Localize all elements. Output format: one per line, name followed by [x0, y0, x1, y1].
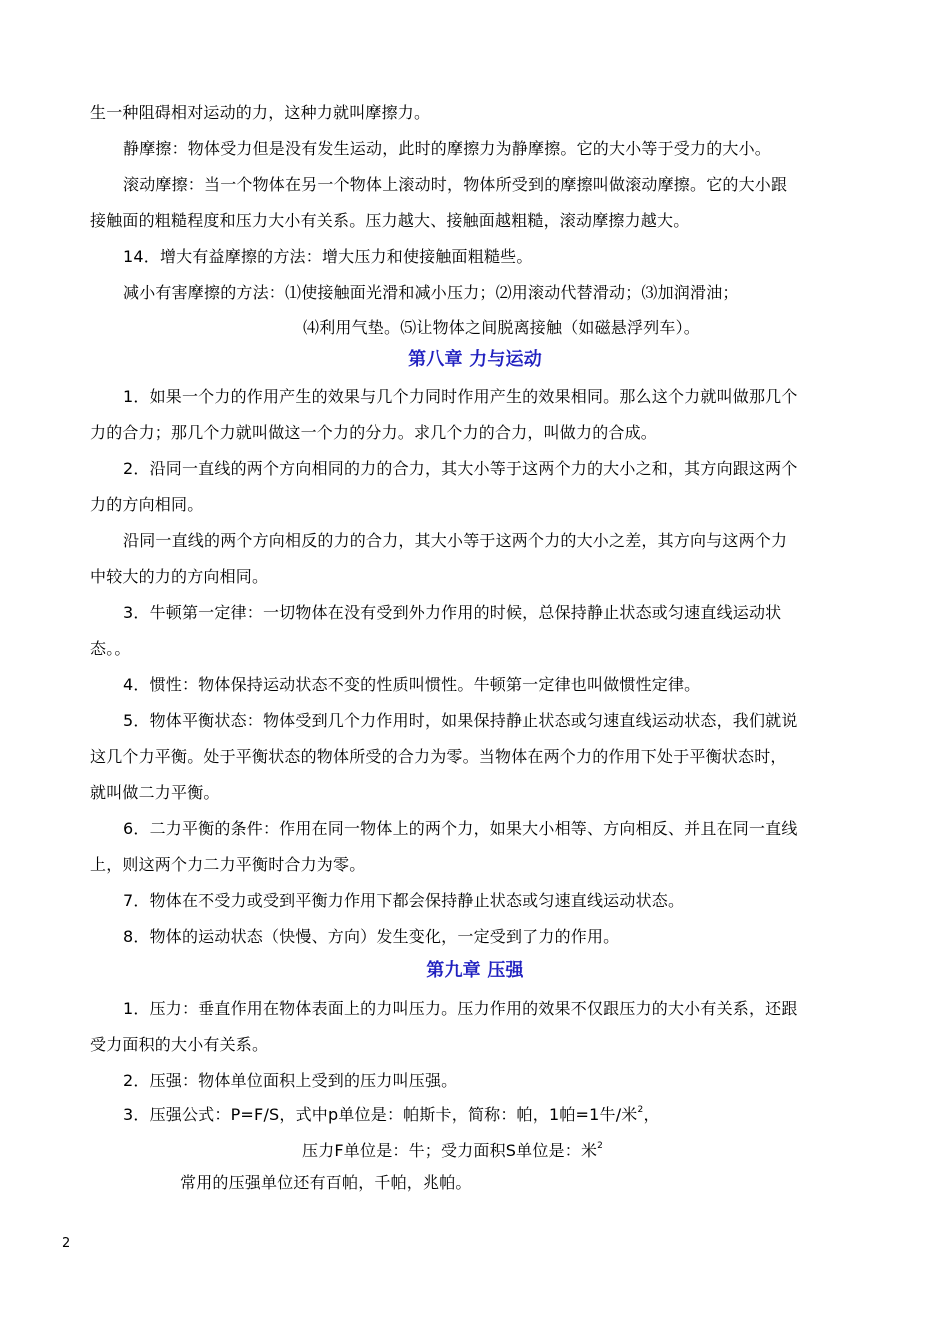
text-line: 1．如果一个力的作用产生的效果与几个力同时作用产生的效果相同。那么这个力就叫做那几个: [123, 387, 798, 406]
unit-text: 压力F单位是：牛；受力面积S单位是：米: [302, 1141, 598, 1160]
pressure-formula-line: [90, 1104, 898, 1126]
text-line: 2．压强：物体单位面积上受到的压力叫压强。: [123, 1071, 458, 1090]
superscript: 2: [637, 1105, 644, 1115]
text-line: 7．物体在不受力或受到平衡力作用下都会保持静止状态或匀速直线运动状态。: [123, 891, 685, 910]
chapter-9-heading: 第九章 压强: [426, 960, 524, 981]
text-line: 力的合力；那几个力就叫做这一个力的分力。求几个力的合力，叫做力的合成。: [90, 423, 658, 442]
text-line: 就叫做二力平衡。: [90, 783, 220, 802]
pressure-unit-line: [302, 1140, 862, 1162]
text-line: 接触面的粗糙程度和压力大小有关系。压力越大、接触面越粗糙，滚动摩擦力越大。: [90, 211, 690, 230]
text-line: 生一种阻碍相对运动的力，这种力就叫摩擦力。: [90, 103, 431, 122]
text-line: ⑷利用气垫。⑸让物体之间脱离接触（如磁悬浮列车）。: [303, 318, 701, 337]
text-line: 减小有害摩擦的方法：⑴使接触面光滑和减小压力；⑵用滚动代替滑动；⑶加润滑油；: [123, 283, 739, 302]
text-line: 上，则这两个力二力平衡时合力为零。: [90, 855, 366, 874]
text-line: 这几个力平衡。处于平衡状态的物体所受的合力为零。当物体在两个力的作用下处于平衡状态时，: [90, 747, 787, 766]
text-line: 8．物体的运动状态（快慢、方向）发生变化，一定受到了力的作用。: [123, 927, 620, 946]
text-line: 1．压力：垂直作用在物体表面上的力叫压力。压力作用的效果不仅跟压力的大小有关系，还跟: [123, 999, 798, 1018]
text-line: 静摩擦：物体受力但是没有发生运动，此时的摩擦力为静摩擦。它的大小等于受力的大小。: [123, 139, 772, 158]
chapter-8-heading: 第八章 力与运动: [408, 349, 542, 370]
formula-text: 3．压强公式：P=F/S，式中p单位是：帕斯卡，简称：帕，1帕=1牛/米: [123, 1105, 638, 1124]
text-line: 沿同一直线的两个方向相反的力的合力，其大小等于这两个力的大小之差，其方向与这两个力: [123, 531, 788, 550]
text-line: 5．物体平衡状态：物体受到几个力作用时，如果保持静止状态或匀速直线运动状态，我们就说: [123, 711, 798, 730]
text-line: 受力面积的大小有关系。: [90, 1035, 269, 1054]
text-line: 6．二力平衡的条件：作用在同一物体上的两个力，如果大小相等、方向相反、并且在同一直线: [123, 819, 798, 838]
text-line: 3．牛顿第一定律：一切物体在没有受到外力作用的时候，总保持静止状态或匀速直线运动状: [123, 603, 782, 622]
text-line: 滚动摩擦：当一个物体在另一个物体上滚动时，物体所受到的摩擦叫做滚动摩擦。它的大小跟: [123, 175, 788, 194]
common-units-line: 常用的压强单位还有百帕，千帕，兆帕。: [180, 1173, 472, 1192]
text-line: 中较大的力的方向相同。: [90, 567, 269, 586]
text-line: 态。。: [90, 639, 131, 658]
text-line: 14．增大有益摩擦的方法：增大压力和使接触面粗糙些。: [123, 247, 533, 266]
page-number: 2: [62, 1236, 71, 1251]
text-line: 力的方向相同。: [90, 495, 204, 514]
text-line: 2．沿同一直线的两个方向相同的力的合力，其大小等于这两个力的大小之和，其方向跟这两个: [123, 459, 798, 478]
formula-text-end: ，: [643, 1105, 660, 1124]
superscript: 2: [597, 1141, 604, 1151]
text-line: 4．惯性：物体保持运动状态不变的性质叫惯性。牛顿第一定律也叫做惯性定律。: [123, 675, 701, 694]
